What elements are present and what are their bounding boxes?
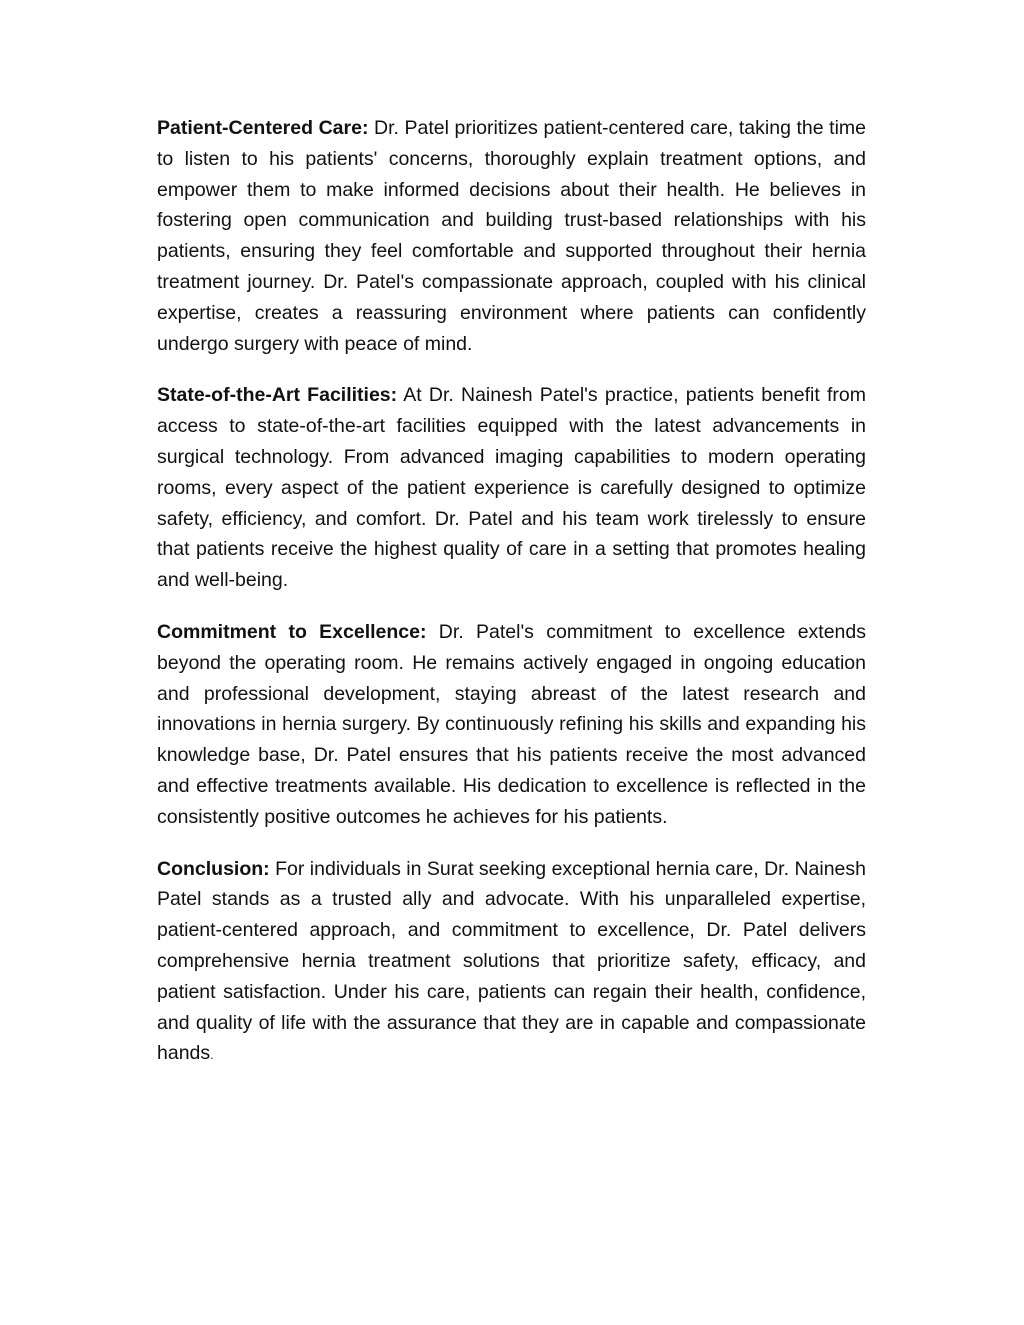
document-page (157, 113, 866, 1092)
section-state-of-the-art-facilities (157, 380, 866, 596)
section-commitment-to-excellence (157, 617, 866, 833)
section-patient-centered-care (157, 113, 866, 359)
section-body: At Dr. Nainesh Patel's practice, patients benefit from access to state-of-the-art facilities equipped with the latest advancements in surgical technology. From advanced imaging capabilities to modern operating rooms, every aspect of the patient experience is carefully designed to optimize safety, efficiency, and comfort. Dr. Patel and his team work tirelessly to ensure that patients receive the highest quality of care in a setting that promotes healing and well-being. (157, 384, 866, 592)
section-body: Dr. Patel's commitment to excellence extends beyond the operating room. He remains actively engaged in ongoing education and professional development, staying abreast of the latest research and innovations in hernia surgery. By continuously refining his skills and expanding his knowledge base, Dr. Patel ensures that his patients receive the most advanced and effective treatments available. His dedication to excellence is reflected in the consistently positive outcomes he achieves for his patients. (157, 620, 866, 828)
section-heading: Conclusion: (157, 857, 270, 880)
section-heading: Commitment to Excellence: (157, 620, 427, 643)
section-trailing-period: . (210, 1048, 214, 1063)
section-conclusion (157, 854, 866, 1072)
section-body: For individuals in Surat seeking exceptional hernia care, Dr. Nainesh Patel stands as a trusted ally and advocate. With his unparalleled expertise, patient-centered approach, and commitment to excellence, Dr. Patel delivers comprehensive hernia treatment solutions that prioritize safety, efficacy, and patient satisfaction. Under his care, patients can regain their health, confidence, and quality of life with the assurance that they are in capable and compassionate hands (157, 857, 866, 1065)
section-heading: Patient-Centered Care: (157, 117, 369, 139)
section-body: Dr. Patel prioritizes patient-centered care, taking the time to listen to his patients' concerns, thoroughly explain treatment options, and empower them to make informed decisions about their health. He believes in fostering open communication and building trust-based relationships with his patients, ensuring they feel comfortable and supported throughout their hernia treatment journey. Dr. Patel's compassionate approach, coupled with his clinical expertise, creates a reassuring environment where patients can confidently undergo surgery with peace of mind. (157, 117, 866, 355)
section-heading: State-of-the-Art Facilities: (157, 384, 398, 407)
